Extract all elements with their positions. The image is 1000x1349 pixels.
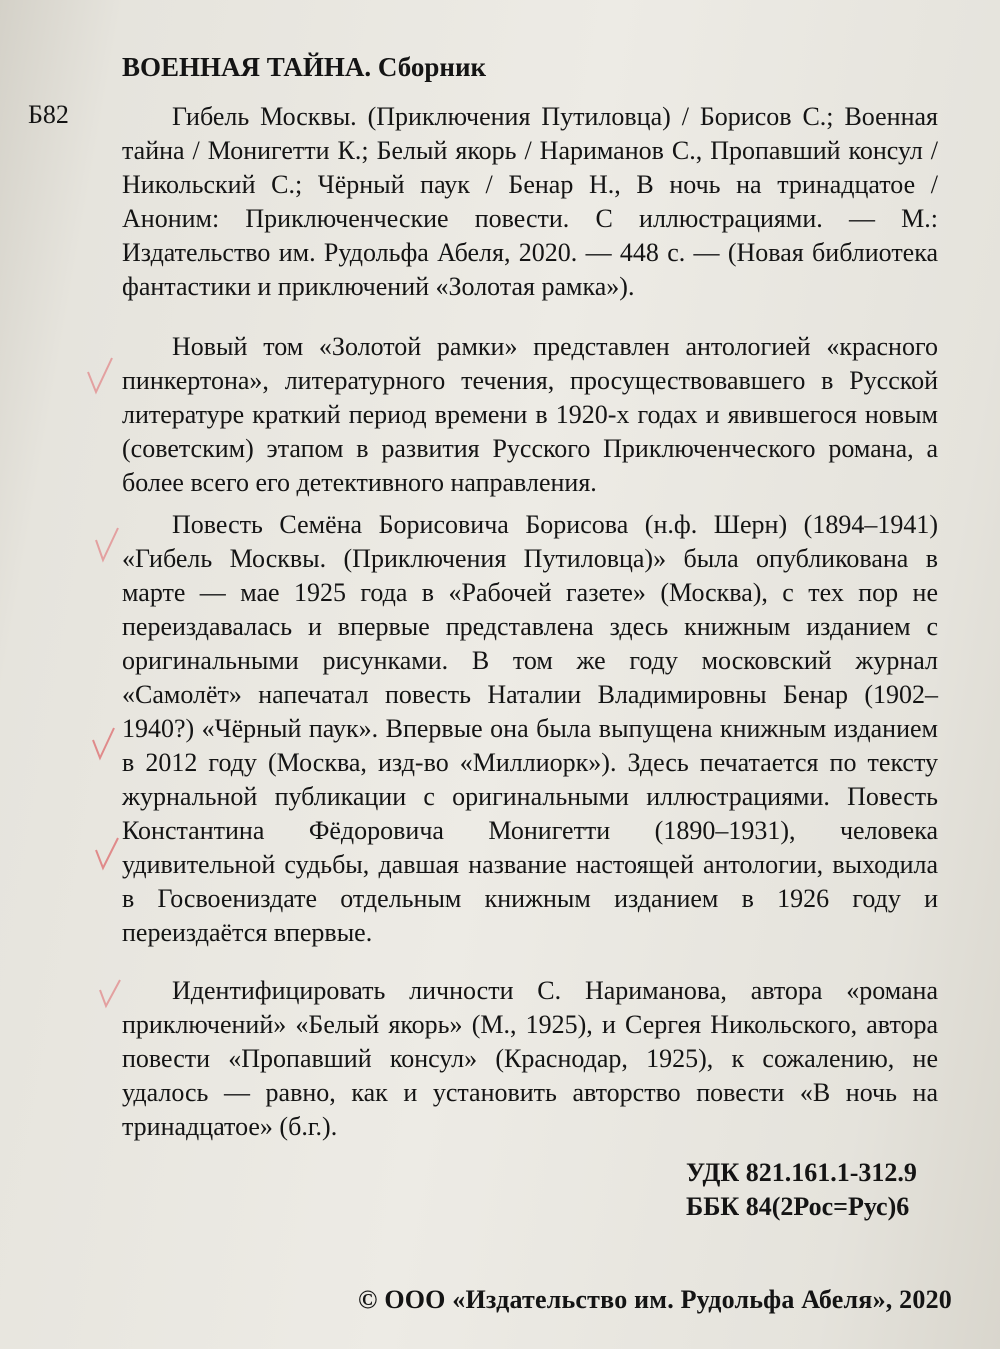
classification-codes	[686, 1156, 917, 1224]
paragraph-text: Идентифицировать личности С. Нариманова, автора «романа приключений» «Белый якорь» (М., 1925), и Сергея Никольского, автора повести «Пропавший консул» (Краснодар, 1925), к сожалению, не удалось — равно, как и установить авторство повести «В ночь на тринадцатое» (б.г.).	[122, 976, 938, 1141]
udk-code: УДК 821.161.1-312.9	[686, 1158, 917, 1187]
annotation-paragraph-1	[122, 330, 938, 500]
paragraph-text: Повесть Семёна Борисовича Борисова (н.ф. Шерн) (1894–1941) «Гибель Москвы. (Приключения Путиловца)» была опубликована в марте — мае 1925 года в «Рабочей газете» (Москва), с тех пор не переиздавалась и впервые представлена здесь книжным изданием с оригинальными рисунками. В том же году московский журнал «Самолёт» напечатал повесть Наталии Владимировны Бенар (1902–1940?) «Чёрный паук». Впервые она была выпущена книжным изданием в 2012 году (Москва, изд-во «Миллиорк»). Здесь печатается по тексту журнальной публикации с оригинальными иллюстрациями. Повесть Константина Фёдоровича Монигетти (1890–1931), человека удивительной судьбы, давшая название настоящей антологии, выходила в Госвоениздате отдельным книжным изданием в 1926 году и переиздаётся впервые.	[122, 510, 938, 947]
check-mark-icon	[96, 528, 118, 560]
collection-title: ВОЕННАЯ ТАЙНА. Сборник	[122, 52, 487, 82]
bbk-code: ББК 84(2Рос=Рус)6	[686, 1192, 910, 1221]
author-sign-code: Б82	[28, 100, 69, 129]
copyright-notice: © ООО «Издательство им. Рудольфа Абеля», 2020	[358, 1285, 952, 1314]
bibliography-text: Гибель Москвы. (Приключения Путиловца) / Борисов С.; Военная тайна / Монигетти К.; Белый якорь / Нариманов С., Пропавший консул / Никольский С.; Чёрный паук / Бенар Н., В ночь на тринадцатое / Аноним: Приключенческие повести. С иллюстрациями. — М.: Издательство им. Рудольфа Абеля, 2020. — 448 с. — (Новая библиотека фантастики и приключений «Золотая рамка»).	[122, 102, 938, 301]
check-mark-icon	[100, 980, 120, 1006]
bibliographic-description	[122, 100, 938, 304]
check-mark-icon	[93, 728, 114, 758]
annotation-paragraph-3	[122, 974, 938, 1144]
check-mark-icon	[96, 838, 118, 868]
check-mark-icon	[88, 358, 112, 392]
paragraph-text: Новый том «Золотой рамки» представлен антологией «красного пинкертона», литературного течения, просуществовавшего в Русской литературе краткий период времени в 1920-х годах и явившегося новым (советским) этапом в развития Русского Приключенческого романа, а более всего его детективного направления.	[122, 332, 938, 497]
annotation-paragraph-2	[122, 508, 938, 950]
